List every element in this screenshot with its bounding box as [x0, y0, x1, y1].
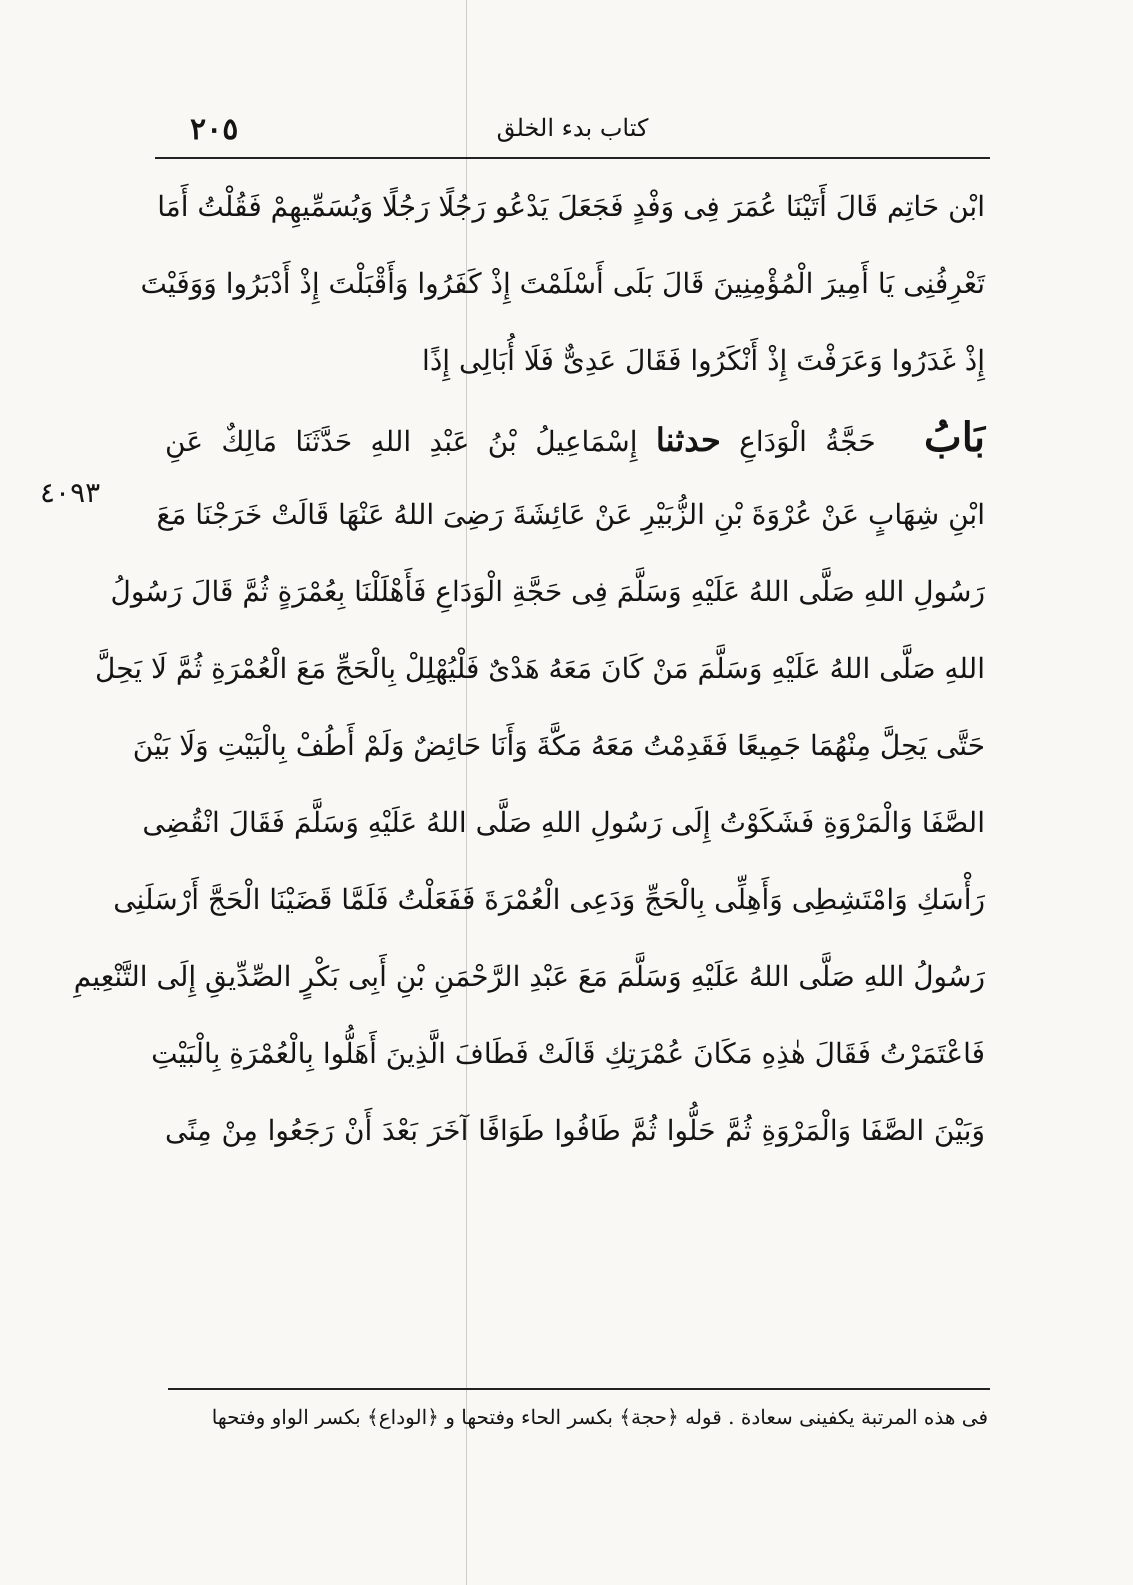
page-header	[155, 100, 990, 155]
text-line: وَبَيْنَ الصَّفَا وَالْمَرْوَةِ ثُمَّ حَلُّوا ثُمَّ طَافُوا طَوَافًا آخَرَ بَعْدَ أَنْ رَجَعُوا مِنْ مِنًى	[165, 1114, 985, 1147]
bab-heading-line	[165, 399, 985, 476]
text-line: تَعْرِفُنِى يَا أَمِيرَ الْمُؤْمِنِينَ قَالَ بَلَى أَسْلَمْتَ إِذْ كَفَرُوا وَأَقْبَلْتَ إِذْ أَدْبَرُوا وَوَفَيْتَ	[140, 267, 985, 300]
isnad-text: إِسْمَاعِيلُ بْنُ عَبْدِ اللهِ حَدَّثَنَا مَالِكٌ عَنِ	[165, 425, 638, 458]
text-line: الصَّفَا وَالْمَرْوَةِ فَشَكَوْتُ إِلَى رَسُولِ اللهِ صَلَّى اللهُ عَلَيْهِ وَسَلَّمَ فَقَالَ انْقُضِى	[142, 806, 985, 839]
running-head: كتاب بدء الخلق	[496, 114, 649, 142]
hadith-number: ٤٠٩٣	[40, 476, 101, 509]
text-line: اللهِ صَلَّى اللهُ عَلَيْهِ وَسَلَّمَ مَنْ كَانَ مَعَهُ هَدْىٌ فَلْيُهْلِلْ بِالْحَجِّ مَعَ الْعُمْرَةِ ثُمَّ لَا يَحِلَّ	[94, 652, 985, 685]
page-number: ٢٠٥	[190, 112, 239, 147]
text-line: إِذْ غَدَرُوا وَعَرَفْتَ إِذْ أَنْكَرُوا فَقَالَ عَدِىٌّ فَلَا أُبَالِى إِذًا	[422, 344, 985, 377]
body-text	[73, 168, 986, 1169]
haddathana-word: حدثنا	[655, 421, 721, 459]
text-line: ابْنِ شِهَابٍ عَنْ عُرْوَةَ بْنِ الزُّبَيْرِ عَنْ عَائِشَةَ رَضِىَ اللهُ عَنْهَا قَالَتْ خَرَجْنَا مَعَ	[156, 498, 985, 531]
text-line: رَسُولِ اللهِ صَلَّى اللهُ عَلَيْهِ وَسَلَّمَ فِى حَجَّةِ الْوَدَاعِ فَأَهْلَلْنَا بِعُمْرَةٍ ثُمَّ قَالَ رَسُولُ	[110, 575, 985, 608]
text-line: حَتَّى يَحِلَّ مِنْهُمَا جَمِيعًا فَقَدِمْتُ مَعَهُ مَكَّةَ وَأَنَا حَائِضٌ وَلَمْ أَطُفْ بِالْبَيْتِ وَلَا بَيْنَ	[132, 729, 985, 762]
header-rule	[155, 157, 990, 159]
text-line: رَأْسَكِ وَامْتَشِطِى وَأَهِلِّى بِالْحَجِّ وَدَعِى الْعُمْرَةَ فَفَعَلْتُ فَلَمَّا قَضَيْنَا الْحَجَّ أَرْسَلَنِى	[113, 883, 985, 916]
footnote-text: فى هذه المرتبة يكفينى سعادة . قوله ﴿حجة﴾ بكسر الحاء وفتحها و ﴿الوداع﴾ بكسر الواو وفتحها	[211, 1405, 988, 1429]
text-line: رَسُولُ اللهِ صَلَّى اللهُ عَلَيْهِ وَسَلَّمَ مَعَ عَبْدِ الرَّحْمَنِ بْنِ أَبِى بَكْرٍ الصِّدِّيقِ إِلَى التَّنْعِيمِ	[73, 960, 985, 993]
footnote-rule	[168, 1388, 990, 1390]
bab-title: حَجَّةُ الْوَدَاعِ	[739, 425, 876, 458]
text-line: فَاعْتَمَرْتُ فَقَالَ هٰذِهِ مَكَانَ عُمْرَتِكِ قَالَتْ فَطَافَ الَّذِينَ أَهَلُّوا بِالْعُمْرَةِ بِالْبَيْتِ	[151, 1037, 985, 1070]
text-line: ابْن حَاتِم قَالَ أَتَيْنَا عُمَرَ فِى وَفْدٍ فَجَعَلَ يَدْعُو رَجُلًا رَجُلًا وَيُسَمِّيهِمْ فَقُلْتُ أَمَا	[157, 190, 985, 223]
bab-word: بَابُ	[924, 414, 986, 461]
